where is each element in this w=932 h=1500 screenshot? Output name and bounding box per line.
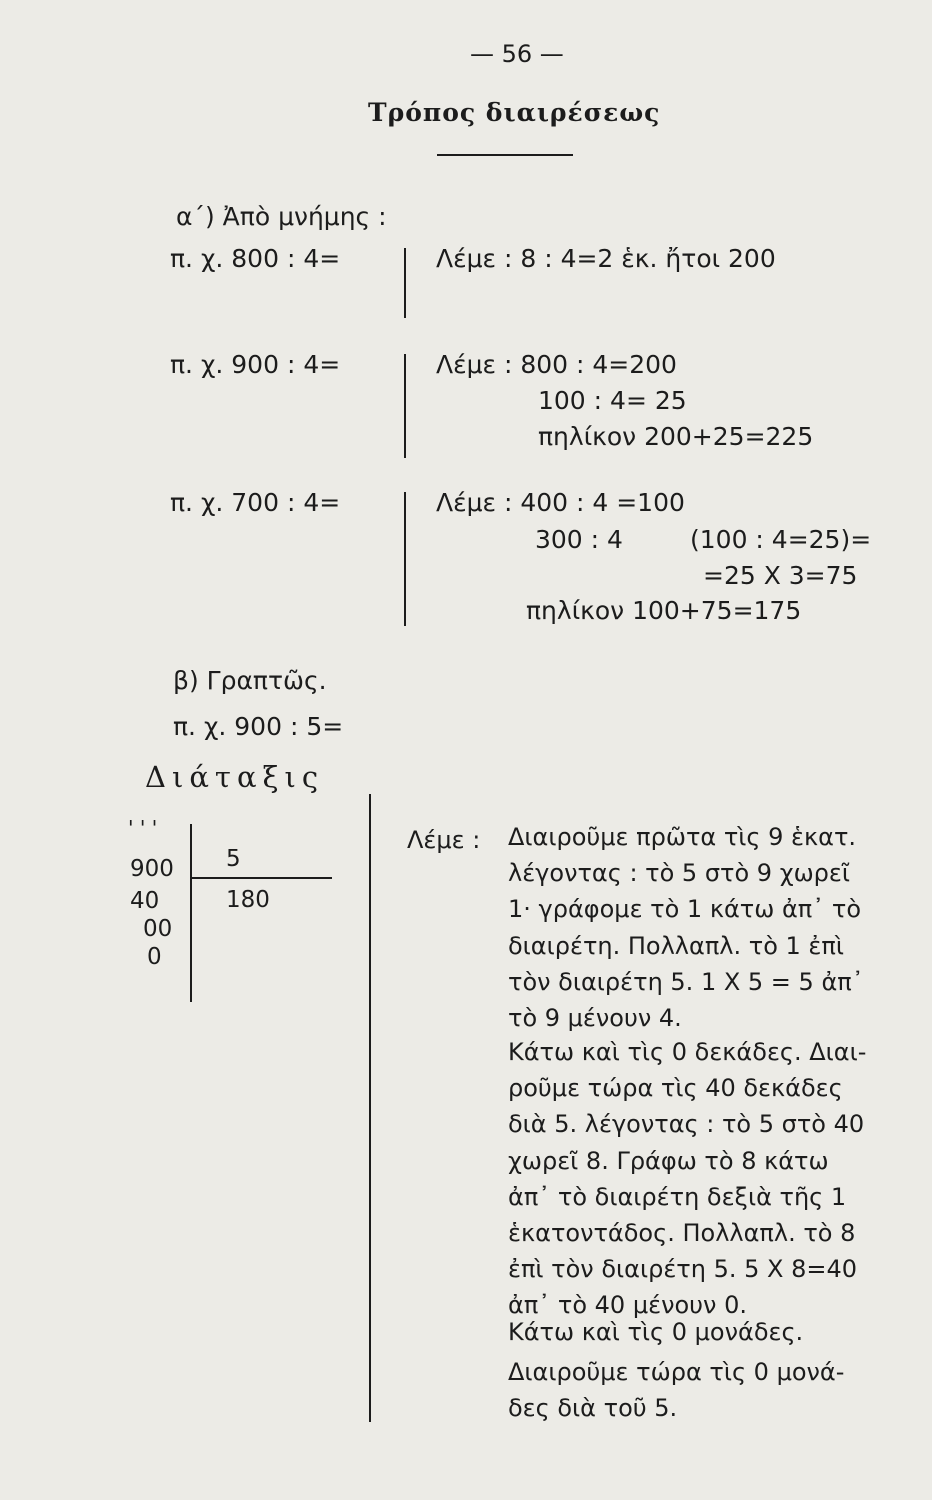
division-marks: ' ' ' bbox=[128, 816, 158, 840]
explanation-line: Διαιροῦμε τώρα τὶς 0 μονά- bbox=[508, 1358, 845, 1386]
explanation-line: Κάτω καὶ τὶς 0 μονάδες. bbox=[508, 1318, 804, 1346]
quotient: 180 bbox=[226, 887, 270, 913]
explanation-line: δες διὰ τοῦ 5. bbox=[508, 1394, 678, 1423]
example-2-label: π. χ. 900 : 4= bbox=[170, 350, 341, 379]
explanation-line: 1· γράφομε τὸ 1 κάτω ἀπ᾽ τὸ bbox=[508, 895, 862, 924]
explanation-line: λέγοντας : τὸ 5 στὸ 9 χωρεῖ bbox=[508, 859, 850, 888]
explanation-line: Διαιροῦμε πρῶτα τὶς 9 ἑκατ. bbox=[508, 823, 857, 851]
example-3-step: (100 : 4=25)= bbox=[690, 525, 872, 554]
explanation-line: τὸν διαιρέτη 5. 1 X 5 = 5 ἀπ᾽ bbox=[508, 967, 864, 996]
explanation-paragraph-4 bbox=[508, 1354, 844, 1426]
section-a-heading: α΄) Ἀπὸ μνήμης : bbox=[176, 202, 387, 231]
division-horizontal-line bbox=[192, 877, 332, 879]
explanation-paragraph-1 bbox=[508, 819, 864, 1036]
example-2-divider bbox=[404, 354, 406, 458]
dividend-row: 00 bbox=[143, 916, 173, 942]
explanation-line: διὰ 5. λέγοντας : τὸ 5 στὸ 40 bbox=[508, 1110, 865, 1139]
example-3-step: 300 : 4 bbox=[535, 525, 623, 554]
explanation-paragraph-3 bbox=[508, 1314, 803, 1350]
page-title: Τρόπος διαιρέσεως bbox=[368, 98, 661, 127]
explanation-line: ἐπὶ τὸν διαιρέτη 5. 5 X 8=40 bbox=[508, 1255, 857, 1284]
explanation-line: ἀπ᾽ τὸ 40 μένουν 0. bbox=[508, 1291, 747, 1320]
dividend-row: 40 bbox=[130, 888, 160, 914]
explanation-line: ἑκατοντάδος. Πολλαπλ. τὸ 8 bbox=[508, 1219, 856, 1248]
explanation-line: ροῦμε τώρα τὶς 40 δεκάδες bbox=[508, 1074, 843, 1103]
example-3-step: Λέμε : 400 : 4 =100 bbox=[436, 488, 685, 517]
explanation-line: ἀπ᾽ τὸ διαιρέτη δεξιὰ τῆς 1 bbox=[508, 1182, 847, 1211]
page-number: — 56 — bbox=[470, 40, 564, 68]
dividend-row: 0 bbox=[147, 944, 162, 970]
explanation-line: Κάτω καὶ τὶς 0 δεκάδες. Διαι- bbox=[508, 1038, 867, 1066]
explanation-label: Λέμε : bbox=[407, 826, 481, 854]
explanation-divider bbox=[369, 794, 371, 1422]
example-1-divider bbox=[404, 248, 406, 318]
divisor: 5 bbox=[226, 846, 241, 872]
explanation-line: διαιρέτη. Πολλαπλ. τὸ 1 ἐπὶ bbox=[508, 931, 844, 960]
example-3-step: =25 X 3=75 bbox=[703, 561, 858, 590]
example-3-step: πηλίκον 100+75=175 bbox=[526, 596, 802, 625]
example-3-divider bbox=[404, 492, 406, 626]
example-2-step: 100 : 4= 25 bbox=[538, 386, 687, 415]
example-2-step: πηλίκον 200+25=225 bbox=[538, 422, 814, 451]
section-b-heading: β) Γραπτῶς. bbox=[173, 666, 327, 695]
example-3-label: π. χ. 700 : 4= bbox=[170, 488, 341, 517]
example-1-label: π. χ. 800 : 4= bbox=[170, 244, 341, 273]
layout-label: Διάταξις bbox=[145, 760, 325, 794]
explanation-line: τὸ 9 μένουν 4. bbox=[508, 1004, 682, 1033]
division-vertical-line bbox=[190, 824, 192, 1002]
section-b-example: π. χ. 900 : 5= bbox=[173, 712, 344, 741]
explanation-line: χωρεῖ 8. Γράφω τὸ 8 κάτω bbox=[508, 1146, 829, 1175]
title-underline bbox=[437, 154, 573, 156]
example-2-step: Λέμε : 800 : 4=200 bbox=[436, 350, 677, 379]
example-1-step: Λέμε : 8 : 4=2 ἑκ. ἤτοι 200 bbox=[436, 244, 776, 273]
explanation-paragraph-2 bbox=[508, 1034, 866, 1324]
dividend-row: 900 bbox=[130, 856, 174, 882]
